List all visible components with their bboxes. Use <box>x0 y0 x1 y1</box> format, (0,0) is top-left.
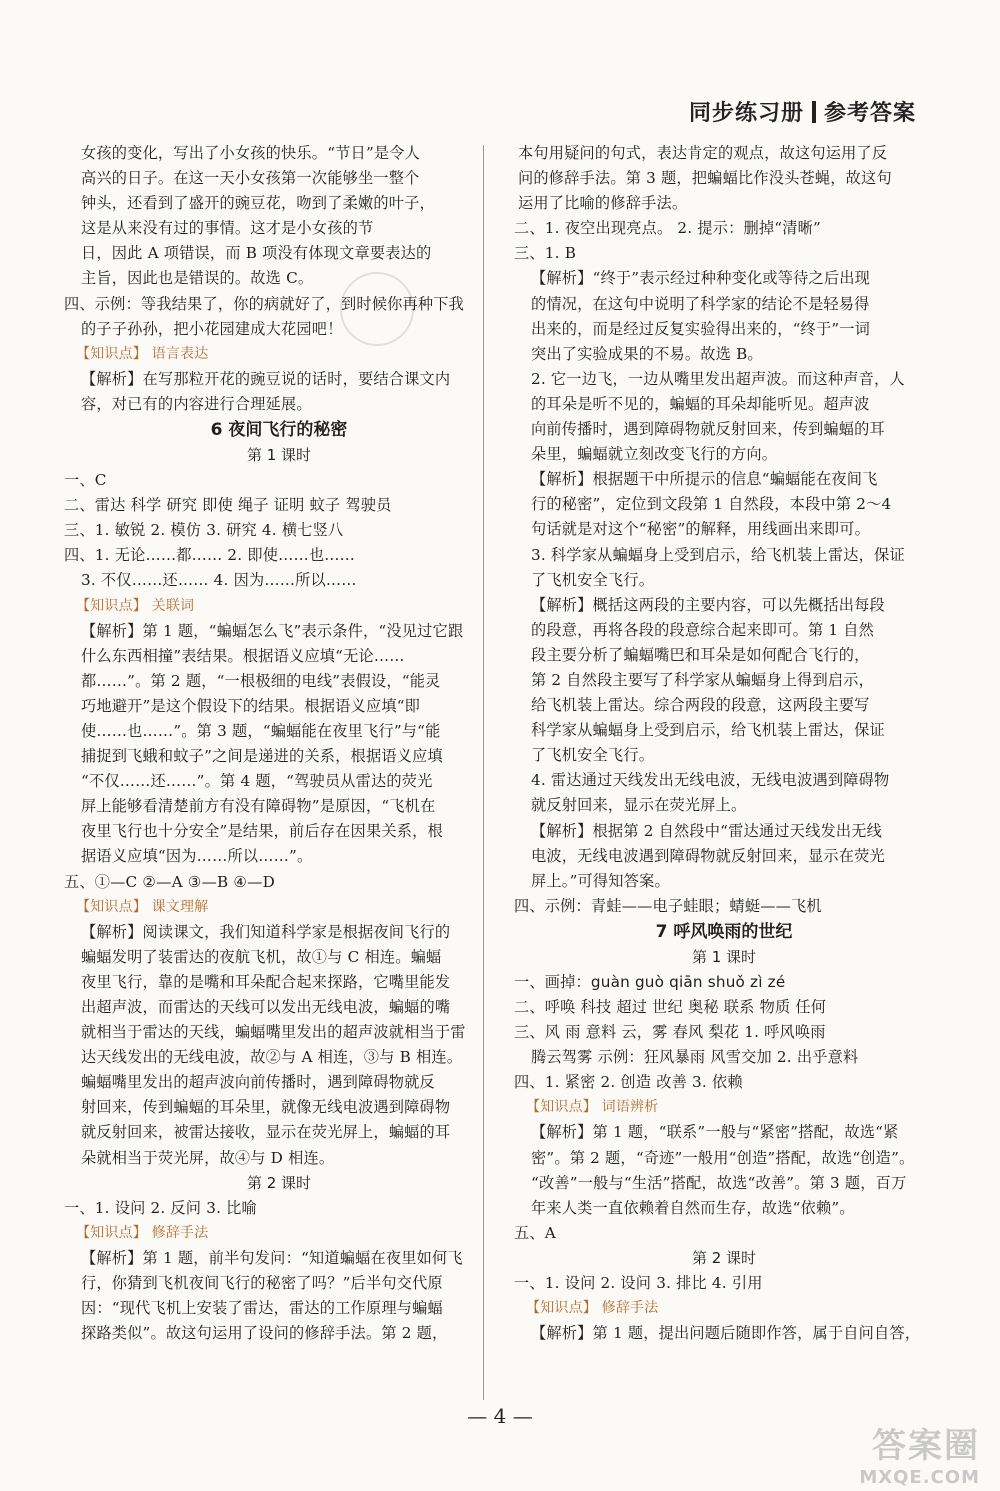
answer-line: 给飞机装上雷达。综合两段的段意，这两段主要写 <box>531 696 870 715</box>
watermark-logo-text: 答案圈 <box>872 1426 980 1466</box>
answer-line: 朵里，蝙蝠就立刻改变飞行的方向。 <box>531 445 778 464</box>
answer-line: 一、画掉：guàn guò qiān shuǒ zì zé <box>514 972 786 991</box>
answer-line: 年来人类一直依赖着自然而生存，故选“依赖”。 <box>531 1198 855 1217</box>
answer-line: 行的秘密”，定位到文段第 1 自然段，本段中第 2～4 <box>531 495 892 514</box>
answer-line: 3. 不仅……还…… 4. 因为……所以…… <box>81 571 357 590</box>
answer-line: 蝙蝠嘴里发出的超声波向前传播时，遇到障碍物就反 <box>81 1073 435 1092</box>
lesson-title: 6 夜间飞行的秘密 <box>210 420 348 441</box>
left-column <box>64 141 494 1346</box>
answer-line: 一、1. 设问 2. 反问 3. 比喻 <box>64 1198 257 1217</box>
page-header <box>689 96 916 127</box>
answer-line: 蝙蝠发明了装雷达的夜航飞机，故①与 C 相连。蝙蝠 <box>81 947 442 966</box>
answer-line: 据语义应填“因为……所以……”。 <box>81 847 313 866</box>
answer-line: 三、1. 敏锐 2. 模仿 3. 研究 4. 横七竖八 <box>64 521 344 540</box>
answer-line: 达天线发出的无线电波，故②与 A 相连，③与 B 相连。 <box>81 1048 463 1067</box>
knowledge-tag: 【知识点】 课文理解 <box>76 898 209 915</box>
answer-line: 捕捉到飞蛾和蚊子”之间是递进的关系，根据语义应填 <box>81 747 443 766</box>
answer-line: 密”。第 2 题，“奇迹”一般用“创造”搭配，故选“创造”。 <box>531 1148 915 1167</box>
answer-line: 【解析】“终于”表示经过种种变化或等待之后出现 <box>531 269 871 288</box>
answer-line: “不仅……还……”。第 4 题，“驾驶员从雷达的荧光 <box>81 772 433 791</box>
lesson-subtitle: 第 1 课时 <box>246 446 312 465</box>
answer-line: 的耳朵是听不见的，蝙蝠的耳朵却能听见。超声波 <box>531 394 870 413</box>
answer-line: 三、风 雨 意料 云，雾 春风 梨花 1. 呼风唤雨 <box>514 1023 826 1042</box>
watermark <box>859 1418 980 1488</box>
lesson-subtitle: 第 1 课时 <box>691 947 757 966</box>
answer-line: 句话就是对这个“秘密”的解释，用线画出来即可。 <box>531 520 871 539</box>
answer-line: 这是从来没有过的事情。这才是小女孩的节 <box>81 219 374 238</box>
answer-line: 因：“现代飞机上安装了雷达，雷达的工作原理与蝙蝠 <box>81 1299 443 1318</box>
answer-line: 运用了比喻的修辞手法。 <box>518 194 688 213</box>
knowledge-tag: 【知识点】 关联词 <box>76 597 195 614</box>
answer-line: 了飞机安全飞行。 <box>531 570 655 589</box>
answer-line: 就反射回来，显示在荧光屏上。 <box>531 796 747 815</box>
answer-line: 科学家从蝙蝠身上受到启示，给飞机装上雷达，保证 <box>531 721 885 740</box>
answer-line: 行，你猜到飞机夜间飞行的秘密了吗？”后半句交代原 <box>81 1273 443 1292</box>
answer-line: 屏上。”可得知答案。 <box>531 871 670 890</box>
answer-line: 二、1. 夜空出现亮点。 2. 提示：删掉“清晰” <box>514 219 821 238</box>
answer-line: 一、1. 设问 2. 设问 3. 排比 4. 引用 <box>514 1273 763 1292</box>
answer-line: 探路类似”。故这句运用了设问的修辞手法。第 2 题， <box>81 1324 448 1343</box>
column-divider <box>483 145 484 1400</box>
answer-line: 四、1. 无论……都…… 2. 即使……也…… <box>64 546 356 565</box>
answer-line: 五、①—C ②—A ③—B ④—D <box>64 872 275 891</box>
answer-line: 三、1. B <box>514 244 577 263</box>
answer-line: 四、示例：等我结果了，你的病就好了，到时候你再种下我 <box>64 294 465 313</box>
answer-line: 段主要分析了蝙蝠嘴巴和耳朵是如何配合飞行的， <box>531 645 870 664</box>
answer-line: 什么东西相撞”表结果。根据语义应填“无论…… <box>81 646 405 665</box>
answer-line: 四、1. 紧密 2. 创造 改善 3. 依赖 <box>514 1073 743 1092</box>
header-book-title: 同步练习册 <box>688 101 804 126</box>
answer-line: 高兴的日子。在这一天小女孩第一次能够坐一整个 <box>81 169 420 188</box>
answer-line: 的情况，在这句中说明了科学家的结论不是轻易得 <box>531 294 870 313</box>
answer-line: 朵就相当于荧光屏，故④与 D 相连。 <box>81 1148 335 1167</box>
right-column <box>514 141 934 1346</box>
answer-line: 钟头，还看到了盛开的豌豆花，吻到了柔嫩的叶子， <box>81 194 435 213</box>
knowledge-tag: 【知识点】 语言表达 <box>76 345 209 362</box>
answer-line: 夜里飞行，靠的是嘴和耳朵配合起来探路，它嘴里能发 <box>81 972 451 991</box>
answer-line: 问的修辞手法。第 3 题，把蝙蝠比作没头苍蝇，故这句 <box>518 169 892 188</box>
knowledge-tag: 【知识点】 修辞手法 <box>526 1300 659 1317</box>
answer-line: 出来的，而是经过反复实验得出来的，“终于”一词 <box>531 319 871 338</box>
knowledge-tag: 【知识点】 修辞手法 <box>76 1224 209 1241</box>
answer-line: 使……也……”。第 3 题，“蝙蝠能在夜里飞行”与“能 <box>81 721 441 740</box>
answer-line: 【解析】概括这两段的主要内容，可以先概括出每段 <box>531 595 885 614</box>
answer-line: 3. 科学家从蝙蝠身上受到启示，给飞机装上雷达，保证 <box>531 545 905 564</box>
watermark-url: MXQE.COM <box>859 1467 980 1488</box>
header-section-title: 参考答案 <box>823 101 916 126</box>
answer-line: 【解析】阅读课文，我们知道科学家是根据夜间飞行的 <box>81 922 451 941</box>
answer-line: 2. 它一边飞，一边从嘴里发出超声波。而这种声音，人 <box>531 369 905 388</box>
answer-line: 电波，无线电波遇到障碍物就反射回来，显示在荧光 <box>531 846 885 865</box>
answer-line: 的子子孙孙，把小花园建成大花园吧！ <box>81 319 343 338</box>
answer-line: 本句用疑问的句式，表达肯定的观点，故这句运用了反 <box>518 144 888 162</box>
header-divider <box>812 101 816 123</box>
knowledge-tag: 【知识点】 词语辨析 <box>526 1099 659 1116</box>
page-number: — 4 — <box>467 1404 533 1428</box>
answer-line: 夜里飞行也十分安全”是结果，前后存在因果关系，根 <box>81 822 443 841</box>
answer-line: 都……”。第 2 题，“一根极细的电线”表假设，“能灵 <box>81 671 441 690</box>
answer-line: 主旨，因此也是错误的。故选 C。 <box>81 269 314 288</box>
answer-line: 二、呼唤 科技 超过 世纪 奥秘 联系 物质 任何 <box>514 998 827 1016</box>
answer-line: 出超声波，而雷达的天线可以发出无线电波，蝙蝠的嘴 <box>81 998 451 1016</box>
answer-line: 二、雷达 科学 研究 即使 绳子 证明 蚊子 驾驶员 <box>64 496 392 515</box>
answer-line: 的段意，再将各段的段意综合起来即可。第 1 自然 <box>531 620 875 639</box>
answer-line: 腾云驾雾 示例：狂风暴雨 风雪交加 2. 出乎意料 <box>531 1048 859 1067</box>
answer-line: 一、C <box>64 471 107 490</box>
answer-line: 向前传播时，遇到障碍物就反射回来，传到蝙蝠的耳 <box>531 420 885 439</box>
answer-line: 【解析】根据第 2 自然段中“雷达通过天线发出无线 <box>531 821 883 840</box>
answer-line: 【解析】第 1 题，“联系”一般与“紧密”搭配，故选“紧 <box>531 1123 899 1142</box>
lesson-title: 7 呼风唤雨的世纪 <box>655 921 793 942</box>
answer-line: 【解析】第 1 题，前半句发问：“知道蝙蝠在夜里如何飞 <box>81 1248 463 1267</box>
answer-line: 射回来，传到蝙蝠的耳朵里，就像无线电波遇到障碍物 <box>81 1098 451 1117</box>
answer-line: “改善”一般与“生活”搭配，故选“改善”。第 3 题，百万 <box>531 1173 907 1192</box>
answer-line: 容，对已有的内容进行合理延展。 <box>81 394 312 413</box>
answer-line: 了飞机安全飞行。 <box>531 746 655 765</box>
lesson-subtitle: 第 2 课时 <box>691 1248 757 1267</box>
answer-line: 【解析】第 1 题，提出问题后随即作答，属于自问自答， <box>531 1324 921 1343</box>
lesson-subtitle: 第 2 课时 <box>246 1173 312 1192</box>
answer-line: 4. 雷达通过天线发出无线电波，无线电波遇到障碍物 <box>531 771 890 790</box>
answer-line: 【解析】第 1 题，“蝙蝠怎么飞”表示条件，“没见过它跟 <box>81 621 464 640</box>
answer-line: 女孩的变化，写出了小女孩的快乐。“节日”是令人 <box>81 144 421 162</box>
answer-line: 就相当于雷达的天线，蝙蝠嘴里发出的超声波就相当于雷 <box>81 1023 466 1042</box>
answer-line: 【解析】在写那粒开花的豌豆说的话时，要结合课文内 <box>81 369 451 388</box>
answer-line: 突出了实验成果的不易。故选 B。 <box>531 344 763 363</box>
answer-line: 四、示例：青蛙——电子蛙眼；蜻蜓——飞机 <box>514 896 822 915</box>
answer-line: 第 2 自然段主要写了科学家从蝙蝠身上得到启示， <box>531 670 875 689</box>
answer-line: 【解析】根据题干中所提示的信息“蝙蝠能在夜间飞 <box>531 470 878 489</box>
answer-line: 五、A <box>514 1223 556 1242</box>
answer-line: 日，因此 A 项错误，而 B 项没有体现文章要表达的 <box>81 244 432 263</box>
answer-line: 就反射回来，被雷达接收，显示在荧光屏上，蝙蝠的耳 <box>81 1123 451 1142</box>
answer-line: 屏上能够看清楚前方有没有障碍物”是原因，“飞机在 <box>81 797 436 816</box>
answer-line: 巧地避开”是这个假设下的结果。根据语义应填“即 <box>81 696 421 715</box>
